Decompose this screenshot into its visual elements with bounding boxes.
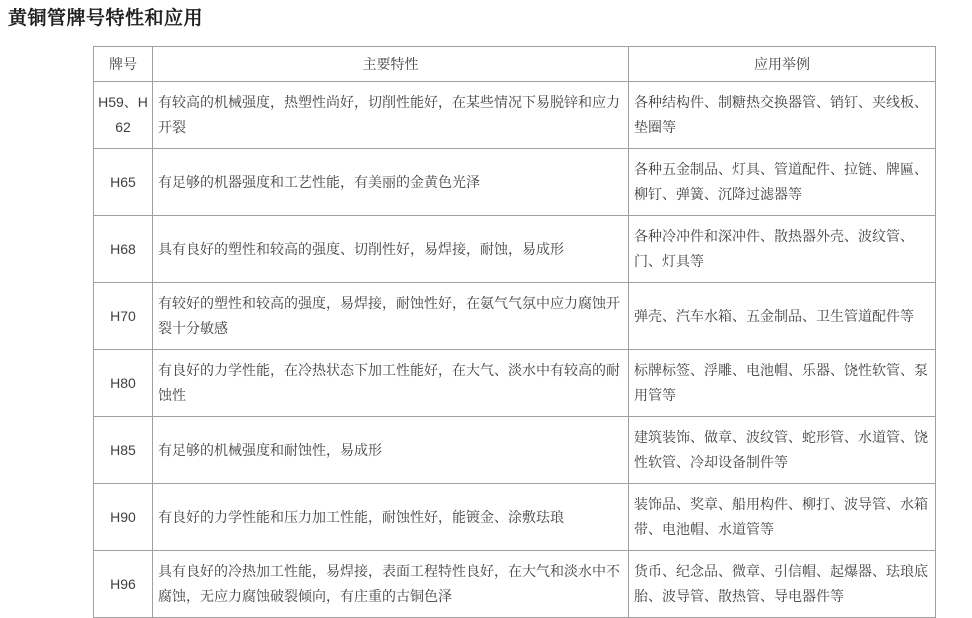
grade-cell: H65: [94, 149, 153, 216]
applications-cell: 弹壳、汽车水箱、五金制品、卫生管道配件等: [629, 283, 936, 350]
table-row: [94, 484, 936, 551]
characteristics-cell: 有较好的塑性和较高的强度，易焊接，耐蚀性好，在氨气气氛中应力腐蚀开裂十分敏感: [153, 283, 629, 350]
table-row: [94, 350, 936, 417]
table-row: [94, 82, 936, 149]
applications-cell: 各种冷冲件和深冲件、散热器外壳、波纹管、门、灯具等: [629, 216, 936, 283]
characteristics-cell: 有良好的力学性能，在冷热状态下加工性能好，在大气、淡水中有较高的耐蚀性: [153, 350, 629, 417]
table-row: [94, 283, 936, 350]
page-title: 黄铜管牌号特性和应用: [8, 8, 204, 29]
grade-cell: H68: [94, 216, 153, 283]
header-characteristics: 主要特性: [153, 47, 629, 82]
characteristics-cell: 有较高的机械强度，热塑性尚好，切削性能好，在某些情况下易脱锌和应力开裂: [153, 82, 629, 149]
applications-cell: 标牌标签、浮雕、电池帽、乐器、饶性软管、泵用管等: [629, 350, 936, 417]
grade-cell: H70: [94, 283, 153, 350]
table-row: [94, 551, 936, 618]
grade-cell: H85: [94, 417, 153, 484]
grade-table-container: [93, 46, 972, 618]
grade-cell: H59、H62: [94, 82, 153, 149]
table-header-row: [94, 47, 936, 82]
characteristics-cell: 有良好的力学性能和压力加工性能，耐蚀性好，能镀金、涂敷珐琅: [153, 484, 629, 551]
characteristics-cell: 具有良好的冷热加工性能，易焊接，表面工程特性良好，在大气和淡水中不腐蚀，无应力腐蚀破裂倾向，有庄重的古铜色泽: [153, 551, 629, 618]
characteristics-cell: 有足够的机器强度和工艺性能，有美丽的金黄色光泽: [153, 149, 629, 216]
grade-cell: H90: [94, 484, 153, 551]
applications-cell: 建筑装饰、做章、波纹管、蛇形管、水道管、饶性软管、冷却设备制件等: [629, 417, 936, 484]
applications-cell: 各种结构件、制糖热交换器管、销钉、夹线板、垫圈等: [629, 82, 936, 149]
header-grade: 牌号: [94, 47, 153, 82]
table-row: [94, 417, 936, 484]
table-row: [94, 149, 936, 216]
brass-grade-table: [93, 46, 936, 618]
grade-cell: H96: [94, 551, 153, 618]
characteristics-cell: 有足够的机械强度和耐蚀性，易成形: [153, 417, 629, 484]
characteristics-cell: 具有良好的塑性和较高的强度、切削性好，易焊接，耐蚀，易成形: [153, 216, 629, 283]
header-applications: 应用举例: [629, 47, 936, 82]
grade-cell: H80: [94, 350, 153, 417]
applications-cell: 装饰品、奖章、船用构件、柳打、波导管、水箱带、电池帽、水道管等: [629, 484, 936, 551]
applications-cell: 各种五金制品、灯具、管道配件、拉链、牌匾、柳钉、弹簧、沉降过滤器等: [629, 149, 936, 216]
applications-cell: 货币、纪念品、微章、引信帽、起爆器、珐琅底胎、波导管、散热管、导电器件等: [629, 551, 936, 618]
table-body: [94, 82, 936, 618]
table-row: [94, 216, 936, 283]
